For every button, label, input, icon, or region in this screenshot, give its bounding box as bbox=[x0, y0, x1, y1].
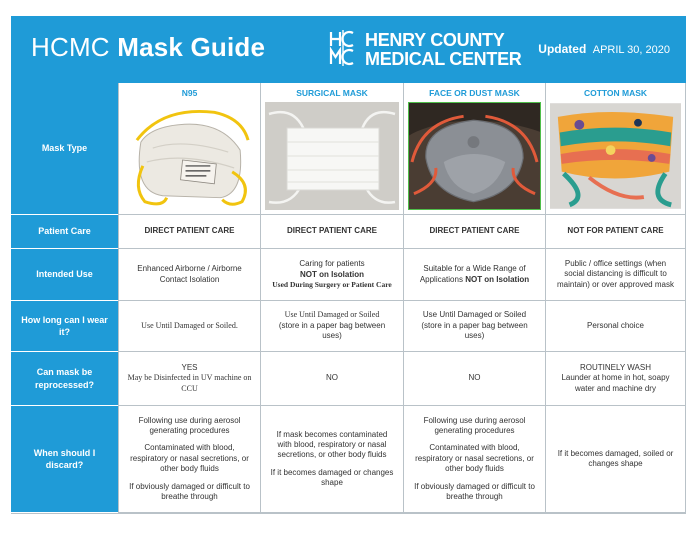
intended-use-face-dust-line2: NOT on Isolation bbox=[465, 274, 530, 284]
surgical-mask-icon bbox=[265, 102, 399, 210]
how-long-surgical-line2: (store in a paper bag between uses) bbox=[278, 320, 386, 341]
page-title bbox=[31, 32, 265, 63]
row-label-mask-type: Mask Type bbox=[11, 83, 118, 215]
title-bold: Mask Guide bbox=[117, 32, 266, 62]
mask-name-face-dust: FACE OR DUST MASK bbox=[429, 88, 520, 98]
mask-name-n95: N95 bbox=[181, 88, 198, 98]
how-long-face-dust bbox=[403, 301, 545, 352]
discard-surgical-line2: If it becomes damaged or changes shape bbox=[270, 467, 394, 488]
reprocessed-n95 bbox=[118, 352, 260, 406]
discard-n95 bbox=[118, 406, 260, 513]
how-long-surgical-line1: Use Until Damaged or Soiled bbox=[284, 310, 380, 320]
title-light: HCMC bbox=[31, 32, 110, 62]
hc-mc-logo-icon bbox=[329, 29, 357, 67]
discard-n95-line1: Following use during aerosol generating procedures bbox=[138, 415, 241, 436]
discard-cotton-text: If it becomes damaged, soiled or changes shape bbox=[557, 448, 674, 468]
dust-mask-icon bbox=[408, 102, 541, 210]
cotton-mask-image bbox=[550, 102, 681, 210]
how-long-n95-text: Use Until Damaged or Soiled. bbox=[141, 320, 238, 330]
updated-label: Updated bbox=[538, 42, 587, 56]
cotton-mask-icon bbox=[550, 102, 681, 210]
intended-use-surgical-line2: NOT on Isolation bbox=[300, 269, 364, 279]
discard-face-dust-line2: Contaminated with blood, respiratory or nasal secretions, or other body fluids bbox=[415, 443, 534, 474]
row-label-patient-care: Patient Care bbox=[11, 215, 118, 249]
how-long-n95 bbox=[118, 301, 260, 352]
n95-mask-icon bbox=[123, 102, 256, 210]
intended-use-surgical-line1: Caring for patients bbox=[299, 259, 365, 269]
intended-use-cotton bbox=[545, 249, 686, 301]
discard-face-dust bbox=[403, 406, 545, 513]
mask-name-surgical: SURGICAL MASK bbox=[296, 88, 368, 98]
how-long-cotton-text: Personal choice bbox=[587, 320, 644, 330]
intended-use-face-dust-text bbox=[412, 264, 537, 285]
discard-n95-line3: If obviously damaged or difficult to breathe through bbox=[129, 481, 250, 501]
org-name-line2: MEDICAL CENTER bbox=[365, 49, 522, 69]
patient-care-n95: DIRECT PATIENT CARE bbox=[118, 215, 260, 249]
intended-use-face-dust-line1: Suitable for a Wide Range of Applications bbox=[419, 264, 526, 284]
mask-guide-table bbox=[11, 83, 686, 514]
patient-care-cotton: NOT FOR PATIENT CARE bbox=[545, 215, 686, 249]
intended-use-cotton-text: Public / office settings (when social distancing is difficult to maintain) or over approved mask bbox=[557, 258, 674, 289]
reprocessed-n95-main: YES bbox=[181, 362, 198, 372]
discard-surgical bbox=[260, 406, 403, 513]
surgical-mask-image bbox=[265, 102, 399, 210]
discard-surgical-line1: If mask becomes contaminated with blood, respiratory or nasal secretions, or other body fluids bbox=[276, 429, 388, 460]
intended-use-face-dust bbox=[403, 249, 545, 301]
n95-mask-image bbox=[123, 102, 256, 210]
how-long-surgical bbox=[260, 301, 403, 352]
how-long-face-dust-line2: (store in a paper bag between uses) bbox=[421, 320, 528, 341]
discard-cotton bbox=[545, 406, 686, 513]
intended-use-surgical bbox=[260, 249, 403, 301]
reprocessed-cotton bbox=[545, 352, 686, 406]
how-long-cotton bbox=[545, 301, 686, 352]
row-label-discard: When should I discard? bbox=[11, 406, 118, 513]
header-banner bbox=[11, 16, 686, 83]
mask-name-cotton: COTTON MASK bbox=[583, 88, 648, 98]
mask-type-cotton bbox=[545, 83, 686, 215]
org-name-line1: HENRY COUNTY bbox=[365, 30, 505, 50]
reprocessed-cotton-line2: Launder at home in hot, soapy water and machine dry bbox=[561, 373, 670, 393]
row-label-reprocessed: Can mask be reprocessed? bbox=[11, 352, 118, 406]
updated-stamp bbox=[538, 42, 670, 56]
patient-care-face-dust: DIRECT PATIENT CARE bbox=[403, 215, 545, 249]
reprocessed-n95-note: May be Disinfected in UV machine on CCU bbox=[127, 373, 252, 393]
discard-face-dust-line1: Following use during aerosol generating procedures bbox=[423, 415, 526, 436]
updated-date: APRIL 30, 2020 bbox=[592, 44, 670, 56]
face-dust-mask-image bbox=[408, 102, 541, 210]
discard-n95-line2: Contaminated with blood, respiratory or nasal secretions, or other body fluids bbox=[130, 443, 249, 474]
row-label-how-long: How long can I wear it? bbox=[11, 301, 118, 352]
intended-use-surgical-line3: Used During Surgery or Patient Care bbox=[272, 280, 392, 290]
mask-type-n95 bbox=[118, 83, 260, 215]
how-long-face-dust-line1: Use Until Damaged or Soiled bbox=[422, 310, 527, 320]
reprocessed-face-dust: NO bbox=[403, 352, 545, 406]
mask-type-face-dust bbox=[403, 83, 545, 215]
intended-use-n95 bbox=[118, 249, 260, 301]
patient-care-surgical: DIRECT PATIENT CARE bbox=[260, 215, 403, 249]
row-label-intended-use: Intended Use bbox=[11, 249, 118, 301]
hospital-logo bbox=[329, 27, 529, 71]
mask-type-surgical bbox=[260, 83, 403, 215]
reprocessed-surgical: NO bbox=[260, 352, 403, 406]
intended-use-n95-text: Enhanced Airborne / Airborne Contact Isolation bbox=[137, 264, 242, 284]
reprocessed-cotton-line1: ROUTINELY WASH bbox=[580, 362, 651, 372]
discard-face-dust-line3: If obviously damaged or difficult to breathe through bbox=[414, 481, 535, 501]
